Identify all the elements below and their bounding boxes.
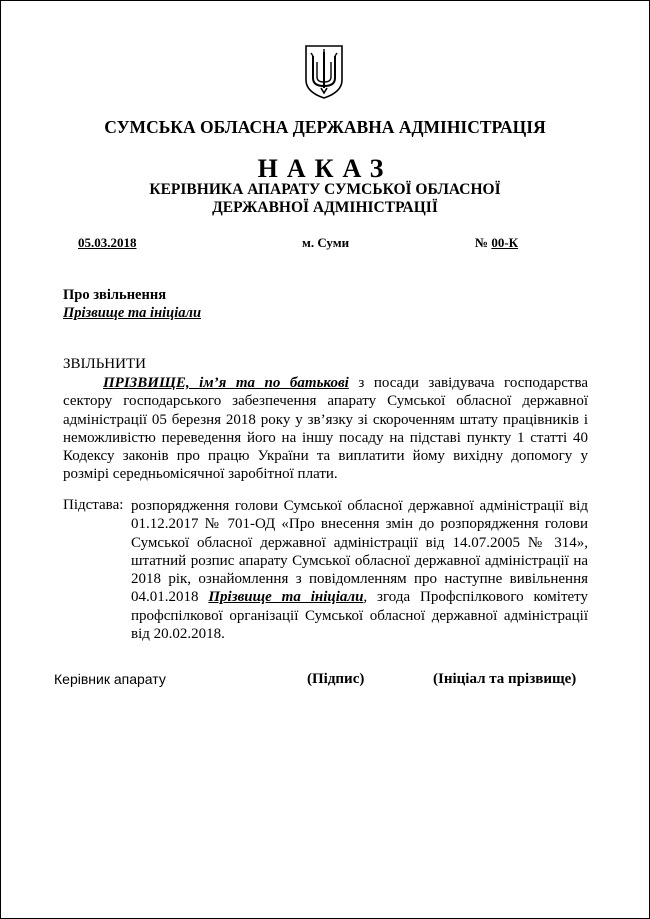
document-city: м. Суми (302, 235, 350, 250)
basis-text-2: , згода Профспілкового комітету профспілкової організації Сумської обласної державної адміністрації від 20.02.2018. (131, 589, 589, 643)
issuer-line-2: ДЕРЖАВНОЇ АДМІНІСТРАЦІЇ (212, 199, 438, 216)
subject-person: Прізвище та ініціали (63, 305, 202, 321)
basis-paragraph (131, 497, 588, 643)
number-prefix: № (475, 235, 492, 250)
trident-coat-of-arms-icon (304, 44, 344, 100)
document-date: 05.03.2018 (78, 235, 137, 250)
issuer-line-1: КЕРІВНИКА АПАРАТУ СУМСЬКОЇ ОБЛАСНОЇ (149, 181, 501, 198)
document-number (475, 235, 518, 251)
subject-title: Про звільнення (63, 287, 167, 303)
order-text: з посади завідувача господарства сектору господарського забезпечення апарату Сумської обласної державної адміністрації 05 березня 2018 року у зв’язку зі скороченням штату працівників і неможливістю переведення його на іншу посаду на підставі пункту 1 статті 40 Кодексу законів про працю України та виплатити йому вихідну допомогу у розмірі середньомісячної заробітної плати. (63, 375, 588, 483)
document-type: НАКАЗ (257, 154, 393, 183)
employee-full-name: ПРІЗВИЩЕ, ім’я та по батькові (103, 375, 349, 391)
signer-name-placeholder: (Ініціал та прізвище) (433, 671, 577, 687)
signature-placeholder: (Підпис) (307, 671, 365, 687)
organization-title: СУМСЬКА ОБЛАСНА ДЕРЖАВНА АДМІНІСТРАЦІЯ (104, 117, 546, 137)
basis-text-1: розпорядження голови Сумської обласної державної адміністрації від 01.12.2017 № 701-ОД «Про внесення змін до розпорядження голови Сумської обласної державної адміністрації від 14.07.2005 № 314», штатний розпис апарату Сумської обласної державної адміністрації на 2018 рік, ознайомлення з повідомленням про наступне вивільнення 04.01.2018 (131, 498, 588, 606)
order-paragraph (63, 374, 588, 484)
basis-label: Підстава: (63, 497, 124, 513)
signer-role: Керівник апарату (54, 671, 166, 687)
order-label: ЗВІЛЬНИТИ (63, 356, 146, 372)
basis-person: Прізвище та ініціали (208, 589, 364, 606)
number-value: 00-К (491, 235, 519, 250)
